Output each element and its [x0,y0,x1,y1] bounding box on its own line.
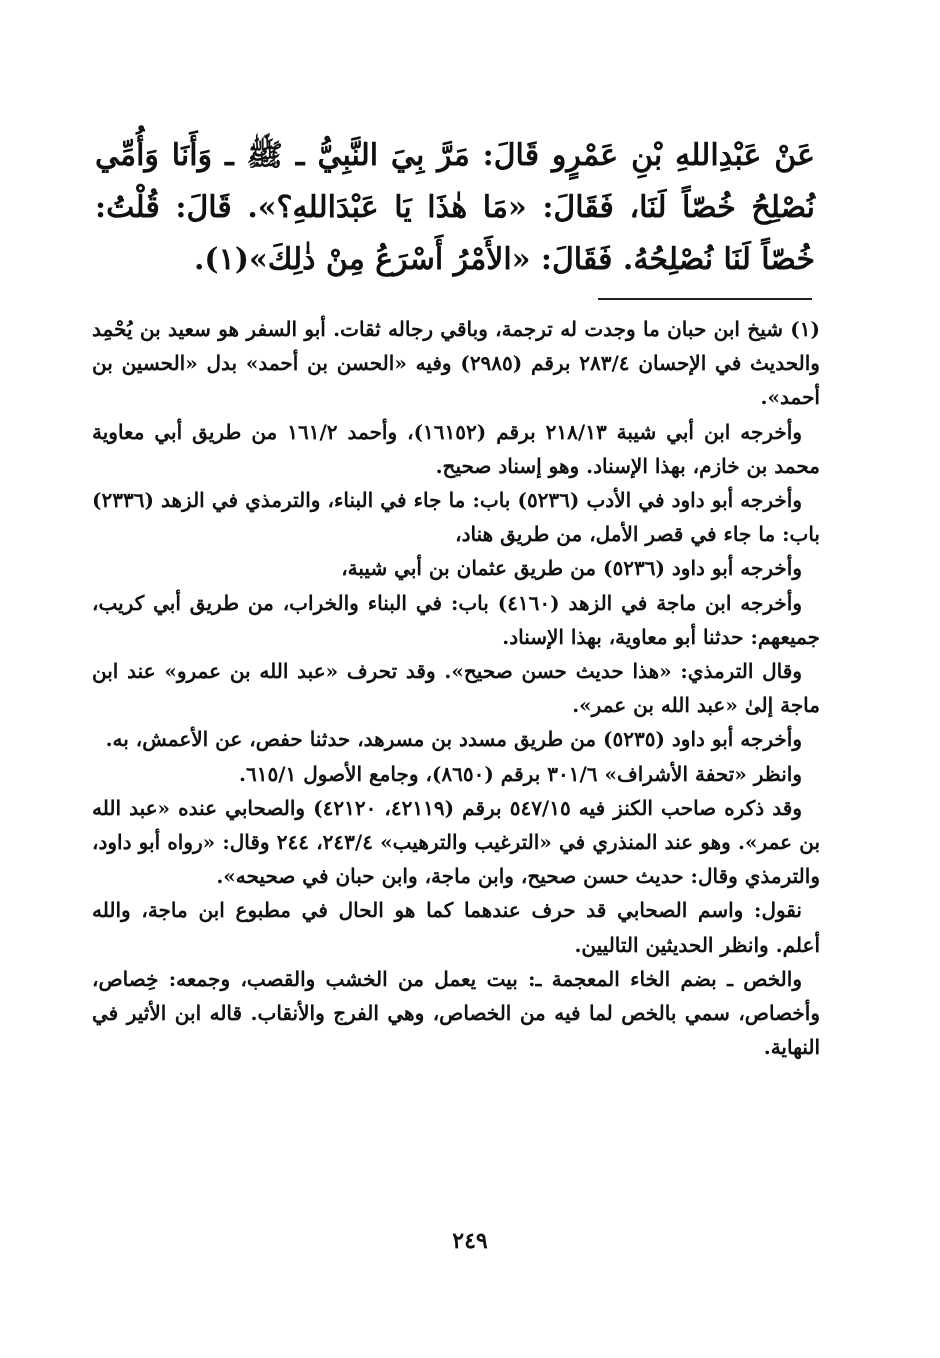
footnote-paragraph: وأخرجه أبو داود (٥٢٣٥) من طريق مسدد بن مسرهد، حدثنا حفص، عن الأعمش، به. [105,727,802,752]
footnote-paragraph: وانظر «تحفة الأشراف» ٣٠١/٦ برقم (٨٦٥٠)، وجامع الأصول ٦١٥/١. [239,761,802,786]
footnote-paragraph: وأخرجه أبو داود في الأدب (٥٢٣٦) باب: ما جاء في البناء، والترمذي في الزهد (٢٣٣٦) باب: ما جاء في قصر الأمل، من طريق هناد، [92,488,820,547]
footnote-paragraph: وقد ذكره صاحب الكنز فيه ٥٤٧/١٥ برقم (٤٢١١٩، ٤٢١٢٠) والصحابي عنده «عبد الله بن عمر». وهو عند المنذري في «الترغيب والترهيب» ٢٤٣/٤، ٢٤٤ وقال: «رواه أبو داود، والترمذي وقال: حديث حسن صحيح، وابن ماجة، وابن حبان في صحيحه». [92,795,821,889]
page-number: ٢٤٩ [452,1228,488,1254]
footnote-paragraph: وقال الترمذي: «هذا حديث حسن صحيح». وقد تحرف «عبد الله بن عمرو» عند ابن ماجة إلىٰ «عبد الله بن عمر». [92,659,820,718]
hadith-text: عَنْ عَبْدِاللهِ بْنِ عَمْرٍو قَالَ: مَرَّ بِيَ النَّبِيُّ ـ ﷺ ـ وَأَنَا وَأُمِّي نُصْلِحُ خُصّاً لَنَا، فَقَالَ: «مَا هٰذَا يَا عَبْدَاللهِ؟». قَالَ: قُلْتُ: خُصّاً لَنَا نُصْلِحُهُ. فَقَالَ: «الأَمْرُ أَسْرَعُ مِنْ ذٰلِكَ»(١). [95,138,815,277]
footnote-separator [598,298,812,300]
footnote-paragraph: والخص ـ بضم الخاء المعجمة ـ: بيت يعمل من الخشب والقصب، وجمعه: خِصاص، وأخصاص، سمي بالخص لما فيه من الخصاص، وهي الفرج والأنقاب. قاله ابن الأثير في النهاية. [92,966,820,1060]
footnote-paragraph: وأخرجه ابن أبي شيبة ٢١٨/١٣ برقم (١٦١٥٢)، وأحمد ١٦١/٢ من طريق أبي معاوية محمد بن خازم، بهذا الإسناد. وهو إسناد صحيح. [92,419,820,478]
footnote-paragraph: وأخرجه أبو داود (٥٢٣٦) من طريق عثمان بن أبي شيبة، [341,556,802,581]
footnotes [92,312,820,1064]
footnote-paragraph: (١) شيخ ابن حبان ما وجدت له ترجمة، وباقي رجاله ثقات. أبو السفر هو سعيد بن يُحْمِد والحديث في الإحسان ٢٨٣/٤ برقم (٢٩٨٥) وفيه «الحسن بن أحمد» بدل «الحسين بن أحمد». [92,317,820,410]
footnote-paragraph: وأخرجه ابن ماجة في الزهد (٤١٦٠) باب: في البناء والخراب، من طريق أبي كريب، جميعهم: حدثنا أبو معاوية، بهذا الإسناد. [92,590,820,649]
footnote-paragraph: نقول: واسم الصحابي قد حرف عندهما كما هو الحال في مطبوع ابن ماجة، والله أعلم. وانظر الحديثين التاليين. [92,898,820,957]
